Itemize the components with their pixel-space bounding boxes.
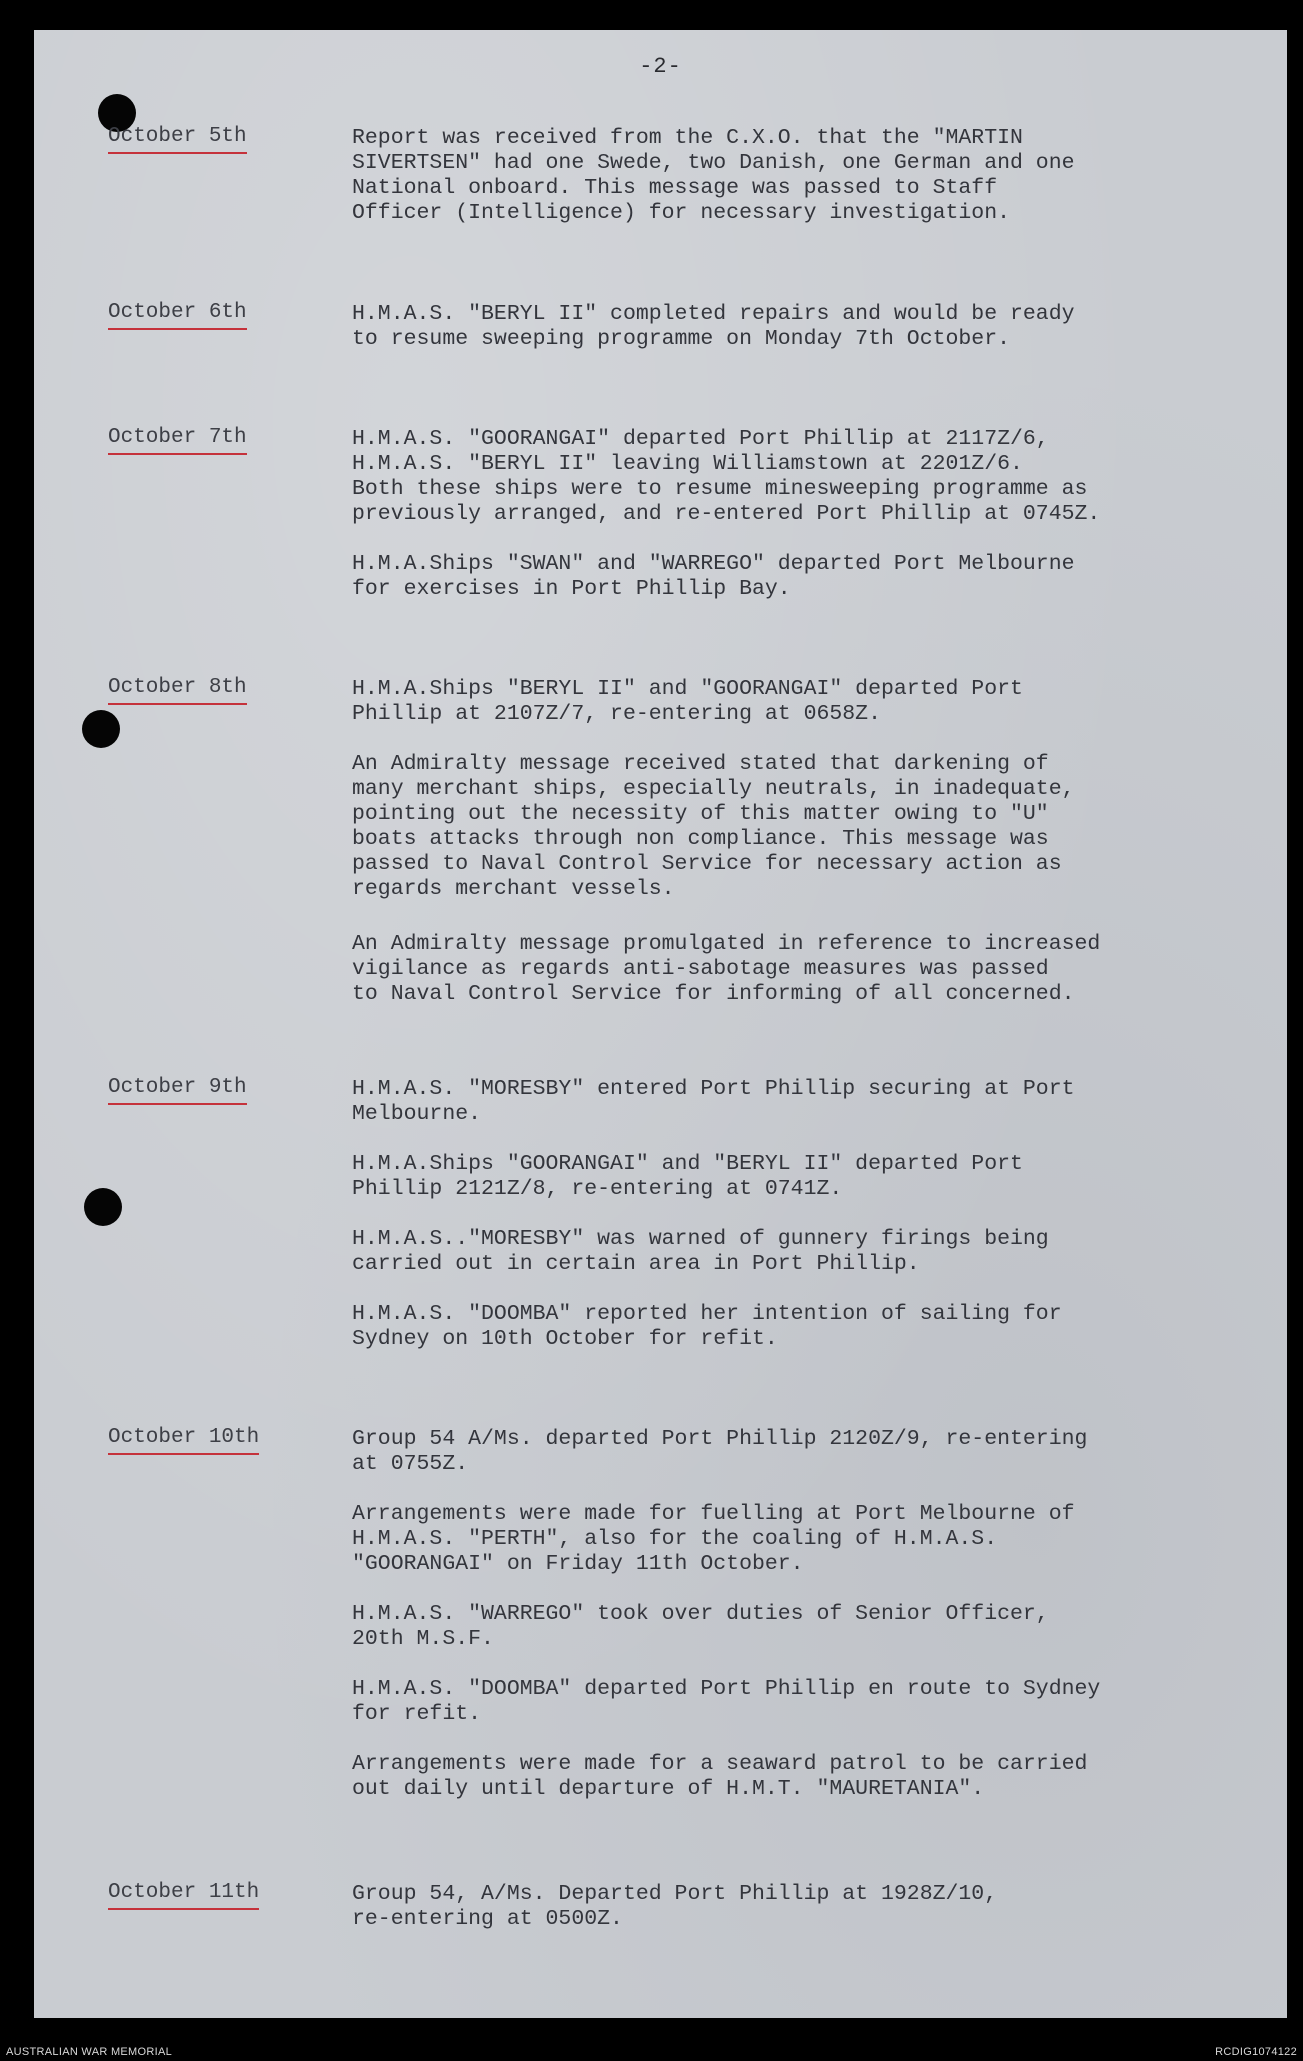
entry-paragraph: H.M.A.S. "DOOMBA" departed Port Phillip en route to Sydney for refit.: [352, 1677, 1101, 1726]
entry-date: October 6th: [108, 300, 247, 330]
entry-date: October 5th: [108, 124, 247, 154]
entry-paragraph: H.M.A.S. "WARREGO" took over duties of Senior Officer, 20th M.S.F.: [352, 1602, 1049, 1651]
entry-date: October 7th: [108, 425, 247, 455]
entry-paragraph: H.M.A.S. "MORESBY" entered Port Phillip securing at Port Melbourne.: [352, 1077, 1075, 1126]
entry-paragraph: Group 54 A/Ms. departed Port Phillip 2120Z/9, re-entering at 0755Z.: [352, 1427, 1088, 1476]
punch-hole: [84, 1188, 122, 1226]
entry-paragraph: Arrangements were made for a seaward patrol to be carried out daily until departure of H.M.T. "MAURETANIA".: [352, 1752, 1088, 1801]
footer-record-id: RCDIG1074122: [1215, 2046, 1297, 2058]
page-number: -2-: [639, 54, 682, 79]
entry-date: October 8th: [108, 675, 247, 705]
entry-date: October 11th: [108, 1880, 259, 1910]
entry-paragraph: H.M.A.Ships "GOORANGAI" and "BERYL II" departed Port Phillip 2121Z/8, re-entering at 0741Z.: [352, 1152, 1023, 1201]
entry-paragraph: H.M.A.S.."MORESBY" was warned of gunnery firings being carried out in certain area in Port Phillip.: [352, 1227, 1049, 1276]
entry-paragraph: H.M.A.Ships "SWAN" and "WARREGO" departed Port Melbourne for exercises in Port Phillip Bay.: [352, 552, 1075, 601]
entry-paragraph: An Admiralty message received stated that darkening of many merchant ships, especially neutrals, in inadequate, pointing out the necessity of this matter owing to "U" boats attacks through non compliance. This message was passed to Naval Control Service for necessary action as regards merchant vessels.: [352, 752, 1075, 901]
entry-date: October 9th: [108, 1075, 247, 1105]
entry-paragraph: H.M.A.S. "DOOMBA" reported her intention of sailing for Sydney on 10th October for refit.: [352, 1302, 1062, 1351]
entry-date: October 10th: [108, 1425, 259, 1455]
entry-paragraph: Group 54, A/Ms. Departed Port Phillip at 1928Z/10, re-entering at 0500Z.: [352, 1882, 998, 1931]
punch-hole: [82, 710, 120, 748]
entry-paragraph: H.M.A.S. "BERYL II" completed repairs and would be ready to resume sweeping programme on Monday 7th October.: [352, 302, 1075, 351]
entry-paragraph: H.M.A.S. "GOORANGAI" departed Port Phillip at 2117Z/6, H.M.A.S. "BERYL II" leaving Williamstown at 2201Z/6. Both these ships were to resume minesweeping programme as previously arranged, and re-entered Port Phillip at 0745Z.: [352, 427, 1101, 526]
entry-paragraph: Report was received from the C.X.O. that the "MARTIN SIVERTSEN" had one Swede, two Danish, one German and one National onboard. This message was passed to Staff Officer (Intelligence) for necessary investigation.: [352, 126, 1075, 225]
document-page: [34, 30, 1287, 2018]
entry-paragraph: Arrangements were made for fuelling at Port Melbourne of H.M.A.S. "PERTH", also for the coaling of H.M.A.S. "GOORANGAI" on Friday 11th October.: [352, 1502, 1075, 1576]
entry-paragraph: H.M.A.Ships "BERYL II" and "GOORANGAI" departed Port Phillip at 2107Z/7, re-entering at 0658Z.: [352, 677, 1023, 726]
footer-archive-name: AUSTRALIAN WAR MEMORIAL: [6, 2046, 173, 2058]
entry-paragraph: An Admiralty message promulgated in reference to increased vigilance as regards anti-sabotage measures was passed to Naval Control Service for informing of all concerned.: [352, 932, 1101, 1006]
